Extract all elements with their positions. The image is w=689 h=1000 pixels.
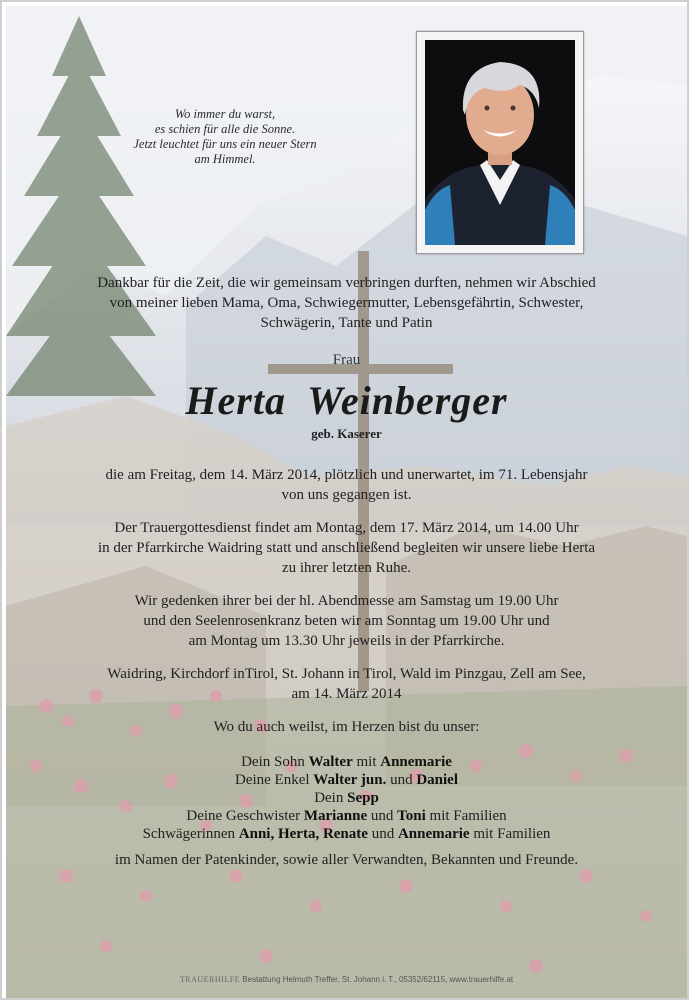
mourner-prefix: Deine Geschwister <box>186 808 304 824</box>
poem-line: am Himmel. <box>194 152 256 166</box>
mourner-name: Sepp <box>347 790 379 806</box>
mourner-name: Toni <box>397 808 426 824</box>
mourner-prefix: Dein <box>314 790 348 806</box>
mourner-joiner: und <box>386 772 417 788</box>
mourner-joiner: mit <box>352 754 381 770</box>
paragraph-line: Waidring, Kirchdorf inTirol, St. Johann in Tirol, Wald im Pinzgau, Zell am See, <box>107 666 586 682</box>
portrait-frame <box>416 31 584 254</box>
mourner-line-son <box>2 753 689 771</box>
poem-line: Wo immer du warst, <box>174 107 276 121</box>
paragraph-line: in der Pfarrkirche Waidring statt und anschließend begleiten wir unsere liebe Herta <box>97 540 596 556</box>
mourner-suffix: mit Familien <box>425 808 507 824</box>
paragraph-line: am 14. März 2014 <box>291 686 402 702</box>
salutation: Frau <box>332 352 361 368</box>
mourner-line-grandchildren <box>2 771 689 789</box>
mourner-name: Walter jun. <box>313 772 387 788</box>
mourner-name: Daniel <box>416 772 459 788</box>
place-date-paragraph <box>2 664 689 704</box>
poem-line: Jetzt leuchtet für uns ein neuer Stern <box>133 137 317 151</box>
mourner-name: Anni, Herta, Renate <box>238 826 368 842</box>
mourner-joiner: und <box>367 826 398 842</box>
portrait-photo <box>425 40 575 245</box>
memorial-poem <box>107 107 343 167</box>
trauerhilfe-logo-icon: TRAUERHILFE <box>179 975 241 984</box>
paragraph-line: und den Seelenrosenkranz beten wir am Sonntag um 19.00 Uhr und <box>143 613 550 629</box>
farewell-intro <box>2 273 689 333</box>
footer-text: Bestattung Helmuth Treffer, St. Johann i. T., 05352/62115, www.trauerhilfe.at <box>242 975 514 984</box>
memorial-mass-paragraph <box>2 591 689 651</box>
godchildren-line: im Namen der Patenkinder, sowie aller Verwandten, Bekannten und Freunde. <box>114 852 579 868</box>
paragraph-line: die am Freitag, dem 14. März 2014, plötzlich und unerwartet, im 71. Lebensjahr <box>105 467 588 483</box>
funeral-home-footer <box>2 975 689 984</box>
mourner-joiner: und <box>367 808 398 824</box>
mourner-line-sisters-in-law <box>2 825 689 843</box>
mourner-line-partner <box>2 789 689 807</box>
paragraph-line: von uns gegangen ist. <box>281 487 412 503</box>
closing-line: Wo du auch weilst, im Herzen bist du unser: <box>213 719 480 735</box>
paragraph-line: am Montag um 13.30 Uhr jeweils in der Pfarrkirche. <box>188 633 505 649</box>
intro-line: von meiner lieben Mama, Oma, Schwiegermutter, Lebensgefährtin, Schwester, <box>109 295 584 311</box>
mourner-prefix: Dein Sohn <box>241 754 309 770</box>
mourner-suffix: mit Familien <box>469 826 551 842</box>
mourners-list <box>2 753 689 843</box>
mourner-name: Marianne <box>303 808 368 824</box>
mourner-name: Walter <box>308 754 353 770</box>
intro-line: Schwägerin, Tante und Patin <box>260 315 433 331</box>
paragraph-line: zu ihrer letzten Ruhe. <box>281 560 412 576</box>
intro-line: Dankbar für die Zeit, die wir gemeinsam verbringen durften, nehmen wir Abschied <box>97 275 596 291</box>
mourner-line-siblings <box>2 807 689 825</box>
deceased-name: Herta Weinberger <box>185 378 508 423</box>
mourner-prefix: Schwägerinnen <box>142 826 239 842</box>
poem-line: es schien für alle die Sonne. <box>154 122 296 136</box>
birth-name: geb. Kaserer <box>311 426 382 441</box>
paragraph-line: Der Trauergottesdienst findet am Montag, dem 17. März 2014, um 14.00 Uhr <box>114 520 579 536</box>
mourner-prefix: Deine Enkel <box>234 772 314 788</box>
funeral-service-paragraph <box>2 518 689 578</box>
mourner-name: Annemarie <box>397 826 470 842</box>
paragraph-line: Wir gedenken ihrer bei der hl. Abendmesse am Samstag um 19.00 Uhr <box>134 593 559 609</box>
mourner-name: Annemarie <box>380 754 452 770</box>
death-paragraph <box>2 465 689 505</box>
